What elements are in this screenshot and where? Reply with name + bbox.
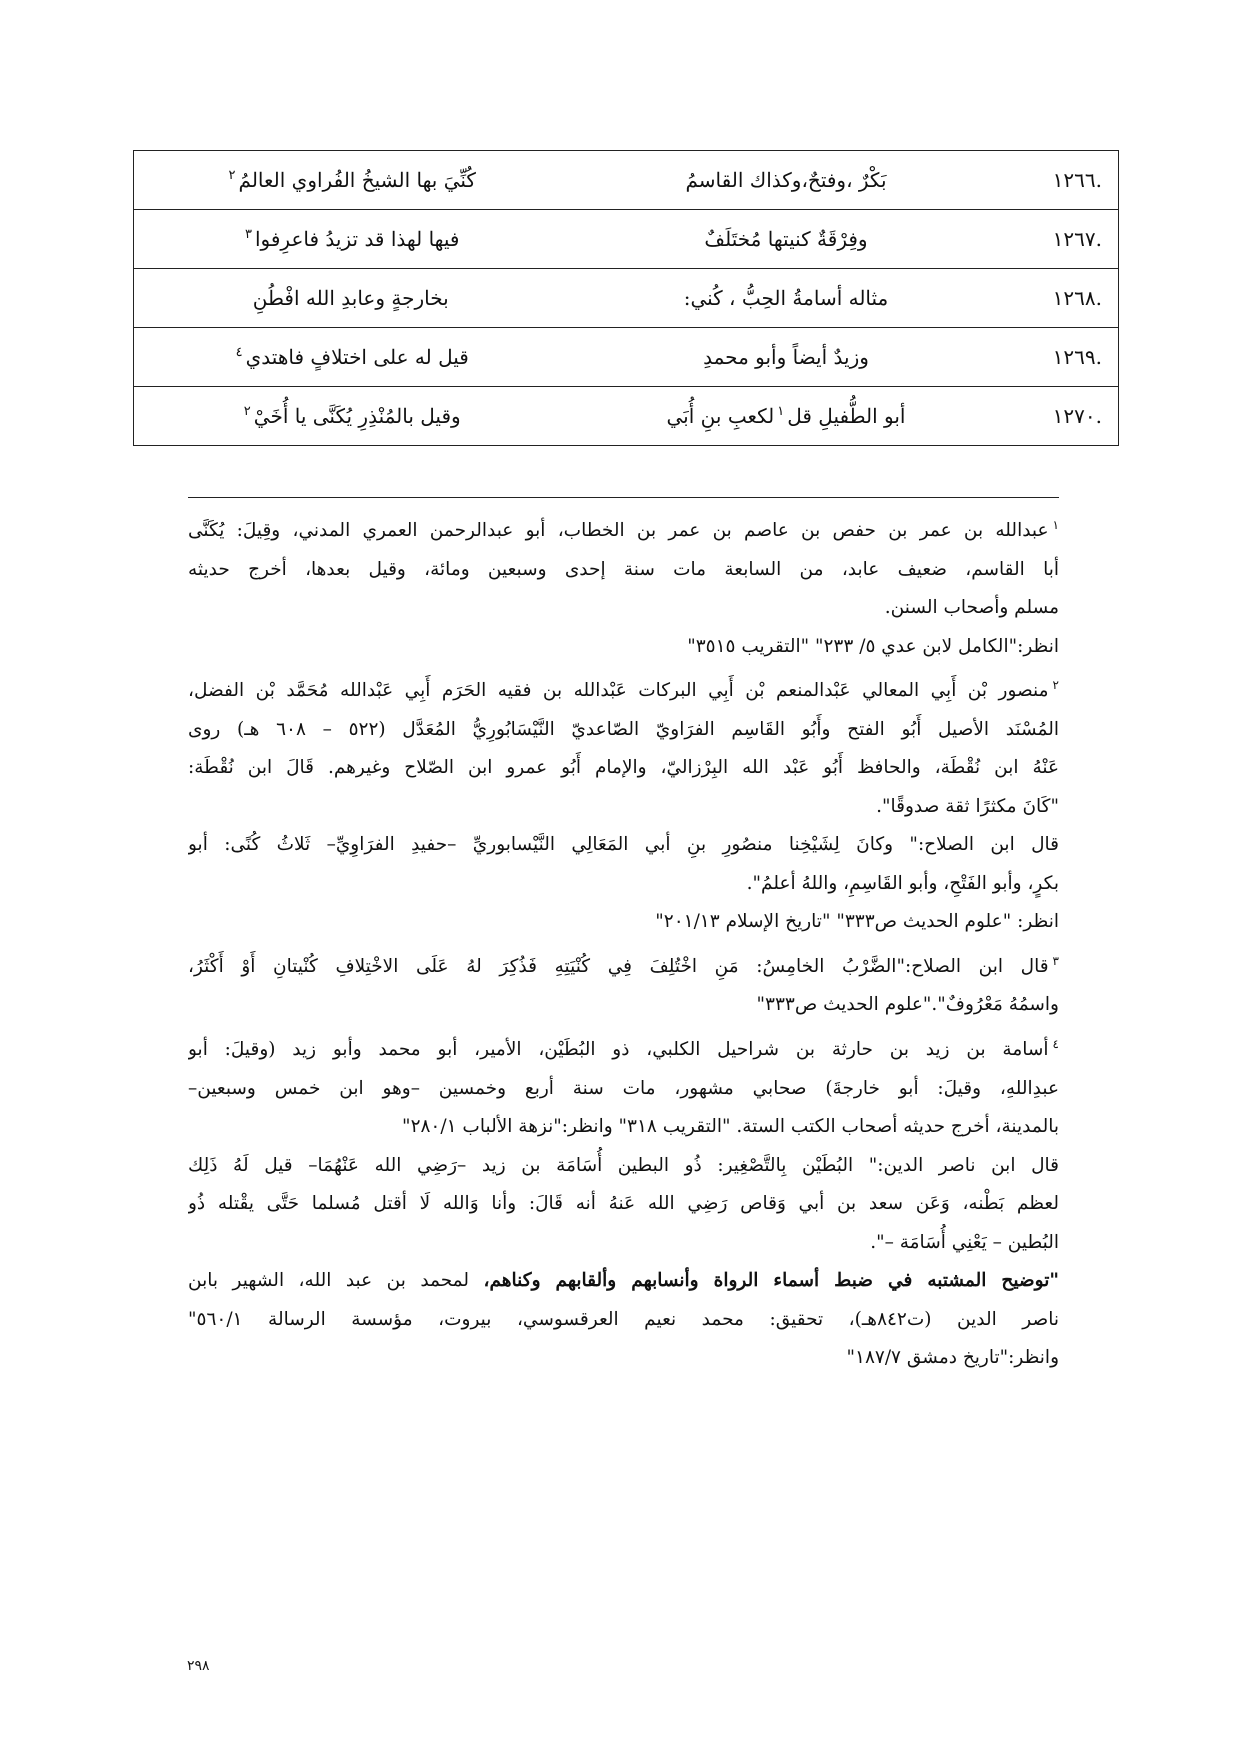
table-row <box>134 269 1119 328</box>
table-row <box>134 151 1119 210</box>
footnote-1-source: انظر:"الكامل لابن عدي ٥/ ٢٣٣" "التقريب ٣٥١٥" <box>687 635 1059 657</box>
footnote-number: ١ <box>1052 518 1059 532</box>
footnote-3-line: $^٣$قال ابن الصلاح:"الضَّرْبُ الخامِسُ: مَنِ اخْتُلِفَ فِي كُنْيَتِهِ فَذُكِرَ لهُ عَلَى الاخْتِلافِ كُنْيتانِ أَوْ أَكْثَرُ، <box>188 953 1059 977</box>
footnote-marker[interactable]: ١ <box>777 404 785 420</box>
verse-first-hemistich: مثاله أسامةُ الحِبُّ ، كُني: <box>568 269 1005 328</box>
verse-number: .١٢٦٩ <box>1005 328 1119 387</box>
verse-table <box>133 150 1119 446</box>
verse-number: .١٢٦٦ <box>1005 151 1119 210</box>
verse-first-hemistich: وزيدٌ أيضاً وأبو محمدِ <box>568 328 1005 387</box>
footnote-1-line: مسلم وأصحاب السنن. <box>884 597 1059 619</box>
footnote-2-line: "كَانَ مكثرًا ثقة صدوقًا". <box>876 795 1059 817</box>
footnote-marker[interactable]: ٣ <box>245 227 252 243</box>
footnote-4-line: $^٤$أسامة بن زيد بن حارثة بن شراحيل الكلبي، ذو البُطَيْن، الأمير، أبو محمد وأبو زيد (وقيلَ: أبو <box>188 1036 1059 1061</box>
footnote-2-source: انظر: "علوم الحديث ص٣٣٣" "تاريخ الإسلام ٢٠١/١٣" <box>655 911 1059 933</box>
footnote-4-source: وانظر:"تاريخ دمشق ١٨٧/٧" <box>846 1347 1059 1369</box>
page-number: ٢٩٨ <box>187 1658 210 1674</box>
footnote-4-line: لعظم بَطْنه، وَعَن سعد بن أبي وَقاص رَضِي الله عَنهُ أنه قَالَ: وأنا وَالله لَا أقتل مُسلما حَتَّى يقْتله ذُو <box>188 1193 1059 1215</box>
footnote-marker[interactable]: ٤ <box>235 345 243 361</box>
footnote-marker[interactable]: ٢ <box>243 404 251 420</box>
verse-second-hemistich: كُنِّيَ بها الشيخُ الفُراوي العالمُ$^٢$ <box>134 151 568 210</box>
footnote-2-line: عَنْهُ ابن نُقْطَة، والحافظ أَبُو عَبْد الله البِرْزاليّ، والإمام أَبُو عمرو ابن الصّلاح وغيرهم. قَالَ ابن نُقْطَة: <box>188 757 1059 779</box>
footnote-1-line: $^١$عبدالله بن عمر بن حفص بن عاصم بن عمر بن الخطاب، أبو عبدالرحمن العمري المدني، وقِيلَ: يُكَنَّى <box>188 518 1059 542</box>
book-title: "توضيح المشتبه في ضبط أسماء الرواة وأنسابهم وألقابهم وكناهم، <box>483 1270 1059 1292</box>
footnote-4-line: قال ابن ناصر الدين:" البُطَيْن بِالتَّصْغِير: ذُو البطين أُسَامَة بن زيد –رَضِي الله عَنْهُمَا– قيل لَهُ ذَلِك <box>188 1154 1059 1176</box>
footnote-1-line: أبا القاسم، ضعيف عابد، من السابعة مات سنة إحدى وسبعين ومائة، وقيل بعدها، أخرج حديثه <box>188 558 1059 580</box>
footnote-2-line: $^٢$منصور بْن أَبِي المعالي عَبْدالمنعم بْن أَبِي البركات عَبْدالله بن فقيه الحَرَم أَبِي عَبْدالله مُحَمَّد بْن الفضل، <box>188 678 1059 702</box>
verse-first-hemistich: وفِرْقَةٌ كنيتها مُختَلَفٌ <box>568 210 1005 269</box>
table-row <box>134 328 1119 387</box>
verse-second-hemistich: بخارجةٍ وعابدِ الله افْطُنِ <box>134 269 568 328</box>
verse-number: .١٢٦٨ <box>1005 269 1119 328</box>
verse-first-hemistich: أبو الطُّفيلِ قل$^١$لكعبِ بنِ أُبَي <box>568 387 1005 446</box>
footnote-number: ٢ <box>1052 678 1059 693</box>
verse-first-hemistich: بَكْرٌ ،وفتحٌ،وكذاك القاسمُ <box>568 151 1005 210</box>
footnotes-section <box>188 506 1059 1606</box>
footnote-2-line: بكرٍ، وأبو الفَتْحِ، وأبو القَاسِمِ، واللهُ أعلمُ". <box>746 872 1059 894</box>
verse-number: .١٢٦٧ <box>1005 210 1119 269</box>
verse-number: .١٢٧٠ <box>1005 387 1119 446</box>
footnote-4-line: عبدِاللهِ، وقيلَ: أبو خارجةَ) صحابي مشهور، مات سنة أربع وخمسين –وهو ابن خمس وسبعين– <box>188 1077 1059 1099</box>
footnote-number: ٣ <box>1052 953 1059 968</box>
table-row <box>134 387 1119 446</box>
footnote-separator <box>188 497 1059 498</box>
footnote-4-line: ناصر الدين (ت٨٤٢هـ)، تحقيق: محمد نعيم العرقسوسي، بيروت، مؤسسة الرسالة ٥٦٠/١" <box>188 1308 1059 1330</box>
footnote-3-source: واسمُهُ مَعْرُوفٌ"."علوم الحديث ص٣٣٣" <box>756 994 1059 1016</box>
footnote-4-line: بالمدينة، أخرج حديثه أصحاب الكتب الستة. "التقريب ٣١٨" وانظر:"نزهة الألباب ٢٨٠/١" <box>402 1116 1059 1138</box>
footnote-4-line: البُطين – يَعْنِي أُسَامَة –". <box>870 1231 1059 1253</box>
footnote-2-line: قال ابن الصلاح:" وكانَ لِشَيْخِنا منصُورِ بنِ أبي المَعَالِي النَّيْسابوريِّ –حفيدِ الفرَاوِيِّ– ثَلاثُ كُنًى: أبو <box>188 834 1059 856</box>
footnote-marker[interactable]: ٢ <box>228 168 236 184</box>
footnote-number: ٤ <box>1052 1036 1059 1051</box>
verse-second-hemistich: فيها لهذا قد تزيدُ فاعرِفوا$^٣$ <box>134 210 568 269</box>
verse-second-hemistich: قيل له على اختلافٍ فاهتدي$^٤$ <box>134 328 568 387</box>
verse-second-hemistich: وقيل بالمُنْذِرِ يُكَنَّى يا أُخَيْ$^٢$ <box>134 387 568 446</box>
footnote-2-line: المُسْنَد الأصيل أَبُو الفتح وأَبُو القَاسِم الفرَاويّ الصّاعديّ النَّيْسَابُورِيُّ المُعَدَّل (٥٢٢ – ٦٠٨ هـ) روى <box>188 718 1059 740</box>
footnote-4-line: "توضيح المشتبه في ضبط أسماء الرواة وأنسابهم وألقابهم وكناهم، لمحمد بن عبد الله، الشهير بابن <box>188 1270 1059 1292</box>
table-row <box>134 210 1119 269</box>
